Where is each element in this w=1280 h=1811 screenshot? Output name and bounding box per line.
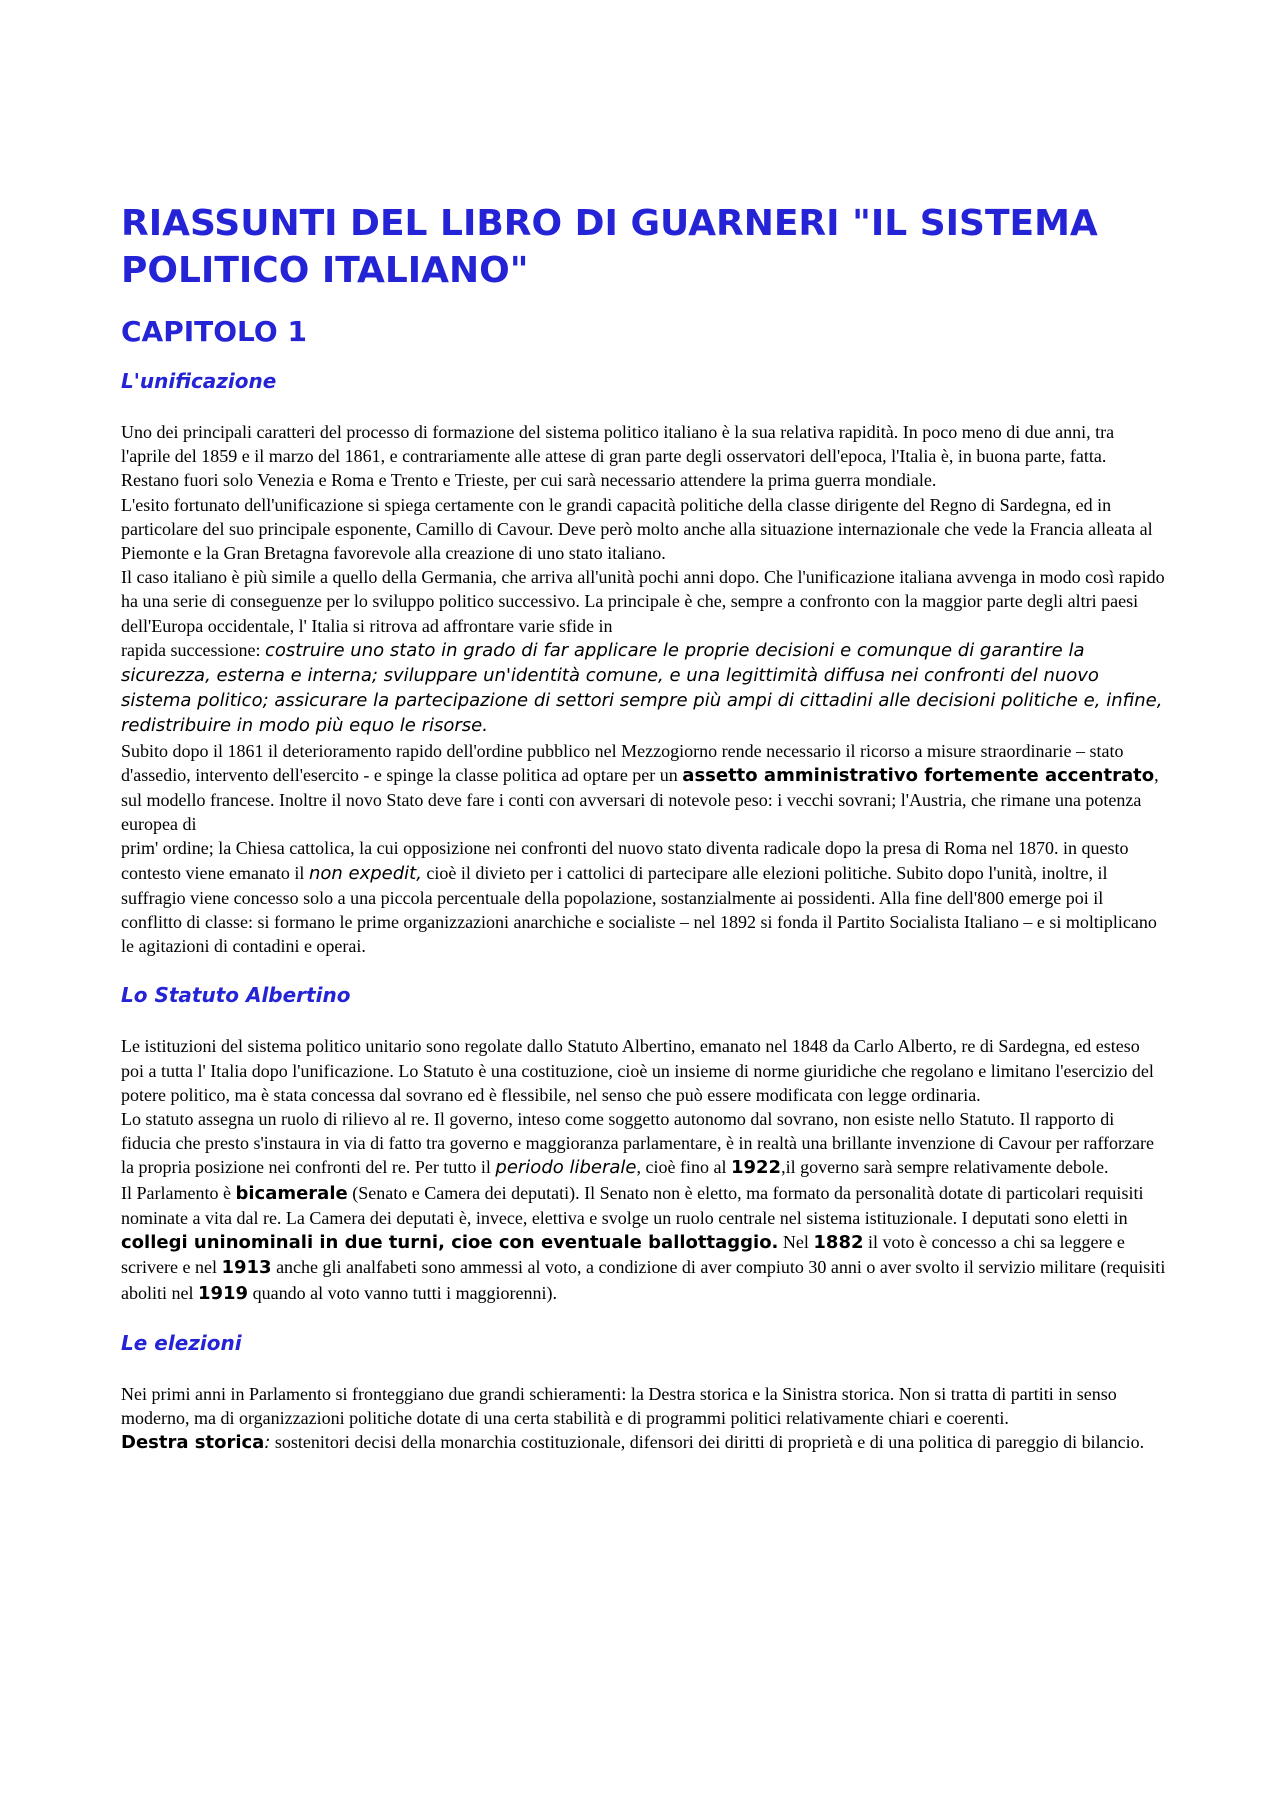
text-run: cioè il divieto per i cattolici di partecipare alle elezioni politiche. Subito dopo l'unità, inoltre, il suffragio viene concesso solo a una piccola percentuale della popolazione, sostanzialmente ai possidenti. Alla fine dell'800 emerge poi il [121, 862, 1108, 908]
paragraph: conflitto di classe: si formano le prime organizzazioni anarchiche e socialiste – nel 1892 si fonda il Partito Socialista Italiano – e si moltiplicano le agitazioni di contadini e operai. [121, 912, 1157, 957]
bold-emphasis: collegi uninominali in due turni, cioe con eventuale ballottaggio. [121, 1232, 779, 1254]
document-page [121, 200, 1167, 1455]
text-run: ,il governo sarà sempre relativamente debole. [781, 1157, 1109, 1178]
document-title: RIASSUNTI DEL LIBRO DI GUARNERI "IL SISTEMA POLITICO ITALIANO" [121, 203, 1098, 291]
paragraph: Uno dei principali caratteri del processo di formazione del sistema politico italiano è la sua relativa rapidità. In poco meno di due anni, tra l'aprile del 1859 e il marzo del 1861, e contrariamente alle attese di gran parte degli osservatori dell'epoca, l'Italia è, in buona parte, fatta. [121, 422, 1115, 467]
text-run: quando al voto vanno tutti i maggiorenni). [248, 1282, 558, 1303]
bold-emphasis: Destra storica [121, 1432, 265, 1454]
paragraph: Nei primi anni in Parlamento si fronteggiano due grandi schieramenti: la Destra storica e la Sinistra storica. Non si tratta di partiti in senso moderno, ma di organizzazioni politiche dotate di una certa stabilità e di programmi politici relativamente chiari e coerenti. [121, 1383, 1117, 1428]
text-run: , sul modello francese. Inoltre il novo Stato deve fare i conti con avversari di notevole peso: i vecchi sovrani; l'Austria, che rimane una potenza europea di [121, 764, 1159, 835]
text-run: il voto è concesso a chi sa leggere e scrivere e nel [121, 1232, 1125, 1278]
text-run: anche gli analfabeti sono ammessi al voto, a condizione di aver compiuto 30 anni o aver svolto il servizio militare (requisiti aboliti nel [121, 1257, 1166, 1303]
paragraph [121, 836, 1167, 910]
paragraph [121, 1181, 1167, 1306]
section-heading-elezioni: Le elezioni [121, 1330, 242, 1355]
paragraph: Il caso italiano è più simile a quello della Germania, che arriva all'unità pochi anni dopo. Che l'unificazione italiana avvenga in modo così rapido ha una serie di conseguenze per lo sviluppo politico successivo. La principale è che, sempre a confronto con la maggior parte degli altri paesi dell'Europa occidentale, l' Italia si ritrova ad affrontare varie sfide in [121, 567, 1165, 636]
bold-emphasis: assetto amministrativo fortemente accentrato [682, 764, 1155, 786]
paragraph: Le istituzioni del sistema politico unitario sono regolate dallo Statuto Albertino, emanato nel 1848 da Carlo Alberto, re di Sardegna, ed esteso poi a tutta l' Italia dopo l'unificazione. Lo Statuto è una costituzione, cioè un insieme di norme giuridiche che regolano e limitano l'esercizio del potere politico, ma è stata concessa dal sovrano ed è flessibile, nel senso che può essere modificata con legge ordinaria. [121, 1036, 1154, 1105]
text-run: rapida successione: [121, 639, 265, 660]
text-run: , cioè fino al [636, 1157, 731, 1178]
bold-year: 1882 [813, 1232, 864, 1254]
bold-year: 1922 [730, 1157, 782, 1179]
paragraph [121, 739, 1167, 837]
bold-emphasis: bicamerale [235, 1182, 348, 1204]
italic-emphasis: non expedit, [308, 862, 422, 884]
text-run: Nel [778, 1232, 814, 1253]
paragraph: L'esito fortunato dell'unificazione si spiega certamente con le grandi capacità politiche della classe dirigente del Regno di Sardegna, ed in particolare del suo principale esponente, Camillo di Cavour. Deve però molto anche alla situazione internazionale che vede la Francia alleata al Piemonte e la Gran Bretagna favorevole alla creazione di uno stato italiano. [121, 494, 1153, 564]
paragraph: Restano fuori solo Venezia e Roma e Trento e Trieste, per cui sarà necessario attendere la prima guerra mondiale. [121, 470, 937, 491]
text-run: Subito dopo il 1861 il deterioramento rapido dell'ordine pubblico nel Mezzogiorno rende necessario il ricorso a misure straordinarie – stato d'assedio, intervento dell'esercito - e spinge la classe politica ad optare per un [121, 740, 1124, 785]
paragraph [121, 638, 1167, 739]
bold-year: 1913 [221, 1257, 272, 1279]
text-run: (Senato e Camera dei deputati). Il Senato non è eletto, ma formato da personalità dotate di particolari requisiti nominate a vita dal re. La Camera dei deputati è, invece, elettiva e svolge un ruolo centrale nel sistema istituzionale. I deputati sono eletti in [121, 1182, 1144, 1228]
text-run: Il Parlamento è [121, 1182, 236, 1203]
paragraph [121, 1430, 1167, 1455]
bold-year: 1919 [197, 1282, 249, 1304]
paragraph [121, 1107, 1167, 1181]
italic-emphasis: periodo liberale [495, 1157, 637, 1179]
text-run: Lo statuto assegna un ruolo di rilievo al re. Il governo, inteso come soggetto autonomo dal sovrano, non esiste nello Statuto. Il rapporto di fiducia che presto s'instaura in via di fatto tra governo e maggioranza parlamentare, è in realtà una brillante invenzione di Cavour per rafforzare la propria posizione nei confronti del re. Per tutto il [121, 1109, 1154, 1178]
text-run: sostenitori decisi della monarchia costituzionale, difensori dei diritti di proprietà e di una politica di pareggio di bilancio. [270, 1432, 1145, 1453]
section-heading-statuto: Lo Statuto Albertino [121, 983, 351, 1008]
text-run: prim' ordine; la Chiesa cattolica, la cui opposizione nei confronti del nuovo stato diventa radicale dopo la presa di Roma nel 1870. in questo contesto viene emanato il [121, 838, 1129, 883]
text-run: : [264, 1432, 271, 1454]
italic-emphasis: costruire uno stato in grado di far applicare le proprie decisioni e comunque di garantire la sicurezza, esterna e interna; sviluppare un'identità comune, e una legittimità diffusa nei confronti del nuovo sistema politico; assicurare la partecipazione di settori sempre più ampi di cittadini alle decisioni politiche e, infine, redistribuire in modo più equo le risorse. [121, 639, 1163, 737]
section-heading-unificazione: L'unificazione [121, 369, 277, 393]
chapter-heading: CAPITOLO 1 [121, 315, 307, 348]
